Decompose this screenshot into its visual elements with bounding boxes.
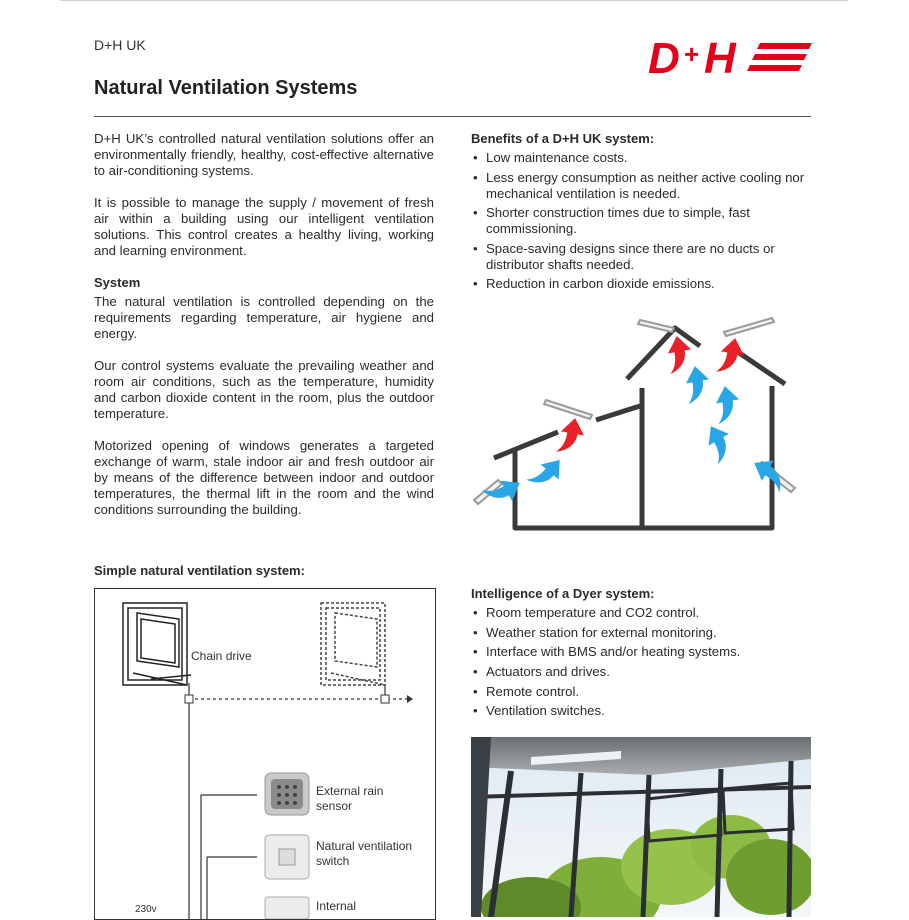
rain-sensor-icon (265, 773, 309, 815)
benefits-list (471, 150, 816, 292)
schematic-drawing (95, 589, 435, 919)
title-divider (94, 116, 811, 117)
list-item: • Less energy consumption as neither active cooling nor mechanical ventilation is needed. (471, 170, 816, 202)
chain-drive-label: Chain drive (191, 649, 252, 663)
intelligence-list (471, 605, 816, 719)
svg-text:+: + (684, 39, 700, 69)
system-paragraph: Motorized opening of windows generates a targeted exchange of warm, stale indoor air and fresh outdoor air by means of the difference between indoor and outdoor temperatures, the thermal lift in the room and the wind conditions surrounding the building. (94, 438, 434, 517)
voltage-label: 230v (135, 904, 157, 915)
ventilation-schematic (94, 588, 436, 920)
page-title: Natural Ventilation Systems (94, 77, 358, 99)
list-item: • Remote control. (471, 684, 816, 700)
list-item: • Actuators and drives. (471, 664, 816, 680)
system-paragraph: The natural ventilation is controlled depending on the requirements regarding temperature, air hygiene and energy. (94, 294, 434, 341)
internal-label: Internal (316, 899, 357, 913)
dh-logo (648, 37, 812, 77)
intro-paragraph: It is possible to manage the supply / movement of fresh air within a building using our intelligent ventilation solutions. This control creates a healthy living, working and learning environment. (94, 195, 434, 258)
window-icon (123, 603, 191, 685)
list-item: • Low maintenance costs. (471, 150, 816, 166)
intro-paragraph: D+H UK’s controlled natural ventilation solutions offer an environmentally friendly, healthy, cost-effective alternative to air-conditioning systems. (94, 131, 434, 178)
top-rule (60, 0, 848, 1)
vent-switch-label: Natural ventilation switch (316, 839, 413, 868)
list-item: • Shorter construction times due to simple, fast commissioning. (471, 205, 816, 237)
list-item: • Reduction in carbon dioxide emissions. (471, 276, 816, 292)
svg-text:D: D (648, 37, 679, 77)
schematic-heading: Simple natural ventilation system: (94, 563, 305, 578)
internal-device-icon (265, 897, 309, 919)
list-item: • Interface with BMS and/or heating systems. (471, 644, 816, 660)
intro-column (94, 131, 434, 534)
window-open-icon (321, 603, 385, 685)
intelligence-section (471, 586, 816, 723)
benefits-section (471, 131, 816, 296)
intelligence-heading: Intelligence of a Dyer system: (471, 586, 655, 601)
building-interior-photo (471, 737, 811, 917)
list-item: • Ventilation switches. (471, 703, 816, 719)
list-item: • Space-saving designs since there are no ducts or distributor shafts needed. (471, 241, 816, 273)
company-name: D+H UK (94, 37, 146, 53)
svg-text:H: H (704, 37, 736, 77)
benefits-heading: Benefits of a D+H UK system: (471, 131, 655, 146)
list-item: • Room temperature and CO2 control. (471, 605, 816, 621)
building-outline (494, 328, 785, 528)
ventilation-switch-icon (265, 835, 309, 879)
open-window-vents (474, 318, 795, 504)
airflow-arrows (482, 334, 792, 511)
ventilation-house-diagram (470, 312, 810, 532)
system-heading: System (94, 275, 141, 290)
system-paragraph: Our control systems evaluate the prevailing weather and room air conditions, such as the temperature, humidity and carbon dioxide content in the room, plus the outdoor temperature. (94, 358, 434, 421)
list-item: • Weather station for external monitoring. (471, 625, 816, 641)
rain-sensor-label: External rain sensor (316, 784, 384, 813)
